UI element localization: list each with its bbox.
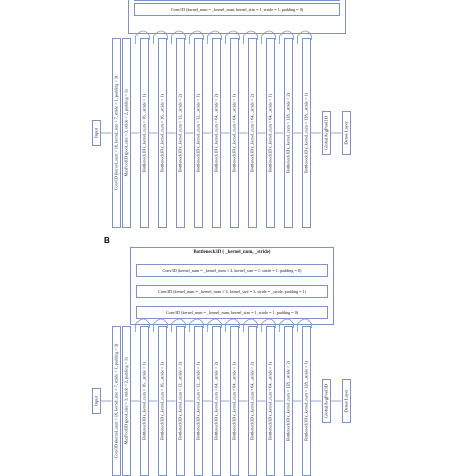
bottleneck3d-definition-title: Bottleneck3D ( _kernel_num, _stride) [193, 250, 271, 255]
3d-layer-9-bottleneck3d-kernel-num- [230, 326, 239, 476]
3d-layer-label: Bottleneck3D (_kernel_num = 32, _stride = 1) [195, 362, 201, 440]
1d-layer-11-bottleneck1d-kernel-num- [266, 38, 275, 228]
3d-layer-label: Dense Layer [343, 389, 349, 413]
3d-layer-11-bottleneck3d-kernel-num- [266, 326, 275, 476]
1d-layer-10-bottleneck1d-kernel-num- [248, 38, 257, 228]
1d-layer-9-bottleneck1d-kernel-num- [230, 38, 239, 228]
1d-layer-label: MaxPool1D (pool_size = 3, stride = 2, padding = 1) [123, 89, 129, 177]
1d-layer-label: Bottleneck1D (_kernel_num = 32, _stride = 1) [195, 94, 201, 172]
1d-layer-label: Bottleneck1D (_kernel_num = 64, _stride = 2) [213, 94, 219, 172]
3d-layer-label: Bottleneck3D (_kernel_num = 64, _stride = 1) [231, 362, 237, 440]
3d-layer-14-globalavgpool3d [322, 379, 331, 423]
network-3d-chain [0, 230, 474, 474]
3d-layer-4-bottleneck3d-kernel-num- [140, 326, 149, 476]
1d-layer-15-dense-layer [342, 111, 351, 155]
bottleneck3d-conv-row-1: Conv3D (kernel_num = _kernel_num // 4, kernel_size = 1, stride = 1, padding = 0) [136, 264, 328, 277]
3d-layer-label: GlobalAvgPool3D [323, 383, 329, 419]
3d-layer-7-bottleneck3d-kernel-num- [194, 326, 203, 476]
1d-layer-label: Bottleneck1D (_kernel_num = 16, _stride = 1) [159, 94, 165, 172]
1d-layer-4-bottleneck1d-kernel-num- [140, 38, 149, 228]
1d-layer-label: Conv1D (kernel_num = 16, kernel_size = 7, stride = 1, padding = 3) [113, 75, 119, 191]
1d-layer-label: Bottleneck1D (_kernel_num = 128, _stride = 2) [285, 93, 291, 173]
1d-layer-label: Bottleneck1D (_kernel_num = 32, _stride = 2) [177, 94, 183, 172]
3d-layer-label: Bottleneck3D (_kernel_num = 16, _stride = 1) [159, 362, 165, 440]
3d-layer-label: Bottleneck3D (_kernel_num = 16, _stride = 1) [141, 362, 147, 440]
3d-layer-label: Input [93, 396, 99, 406]
1d-layer-label: Bottleneck1D (_kernel_num = 128, _stride = 1) [303, 93, 309, 173]
3d-layer-label: Bottleneck3D (_kernel_num = 128, _stride = 2) [285, 361, 291, 441]
3d-layer-13-bottleneck3d-kernel-num- [302, 326, 311, 476]
1d-layer-3-maxpool1d-pool-size-3-st [122, 38, 131, 228]
3d-layer-label: Bottleneck3D (_kernel_num = 128, _stride = 1) [303, 361, 309, 441]
1d-layer-2-conv1d-kernel-num-16-ker [112, 38, 121, 228]
panel-b-3d-network [0, 230, 474, 474]
1d-layer-6-bottleneck1d-kernel-num- [176, 38, 185, 228]
3d-layer-label: Bottleneck3D (_kernel_num = 64, _stride = 2) [249, 362, 255, 440]
3d-layer-2-conv3d-kernel-num-16-ker [112, 326, 121, 476]
1d-layer-5-bottleneck1d-kernel-num- [158, 38, 167, 228]
1d-layer-13-bottleneck1d-kernel-num- [302, 38, 311, 228]
3d-layer-10-bottleneck3d-kernel-num- [248, 326, 257, 476]
3d-layer-8-bottleneck3d-kernel-num- [212, 326, 221, 476]
1d-layer-label: Bottleneck1D (_kernel_num = 64, _stride = 2) [249, 94, 255, 172]
1d-layer-label: Bottleneck1D (_kernel_num = 16, _stride = 1) [141, 94, 147, 172]
panel-b-letter: B [104, 236, 110, 245]
3d-layer-label: Conv3D (kernel_num = 16, kernel_size = 7, stride = 1, padding = 3) [113, 343, 119, 459]
1d-layer-7-bottleneck1d-kernel-num- [194, 38, 203, 228]
1d-layer-12-bottleneck1d-kernel-num- [284, 38, 293, 228]
3d-layer-1-input [92, 388, 101, 414]
3d-layer-3-maxpool3d-pool-size-3-st [122, 326, 131, 476]
1d-layer-8-bottleneck1d-kernel-num- [212, 38, 221, 228]
bottleneck1d-conv-row-3: Conv1D (kernel_num = _kernel_num, kernel_size = 1, stride = 1, padding = 0) [134, 3, 340, 16]
panel-a-1d-network [0, 0, 474, 225]
3d-layer-15-dense-layer [342, 379, 351, 423]
1d-layer-label: Bottleneck1D (_kernel_num = 64, _stride = 1) [231, 94, 237, 172]
3d-layer-label: Bottleneck3D (_kernel_num = 64, _stride = 1) [267, 362, 273, 440]
3d-layer-label: Bottleneck3D (_kernel_num = 32, _stride = 2) [177, 362, 183, 440]
bottleneck3d-conv-row-3: Conv3D (kernel_num = _kernel_num, kernel_size = 1, stride = 1, padding = 0) [136, 306, 328, 319]
1d-layer-label: Input [93, 128, 99, 138]
bottleneck3d-conv-row-2: Conv3D (kernel_num = _kernel_num // 4, kernel_size = 3, stride = _stride, padding = 1) [136, 285, 328, 298]
3d-layer-5-bottleneck3d-kernel-num- [158, 326, 167, 476]
1d-layer-label: Bottleneck1D (_kernel_num = 64, _stride = 1) [267, 94, 273, 172]
3d-layer-12-bottleneck3d-kernel-num- [284, 326, 293, 476]
1d-layer-label: GlobalAvgPool1D [323, 115, 329, 151]
3d-layer-label: MaxPool3D (pool_size = 3, stride = 2, padding = 1) [123, 357, 129, 445]
3d-layer-6-bottleneck3d-kernel-num- [176, 326, 185, 476]
3d-layer-label: Bottleneck3D (_kernel_num = 64, _stride = 2) [213, 362, 219, 440]
1d-layer-1-input [92, 120, 101, 146]
1d-layer-14-globalavgpool1d [322, 111, 331, 155]
1d-layer-label: Dense Layer [343, 121, 349, 145]
